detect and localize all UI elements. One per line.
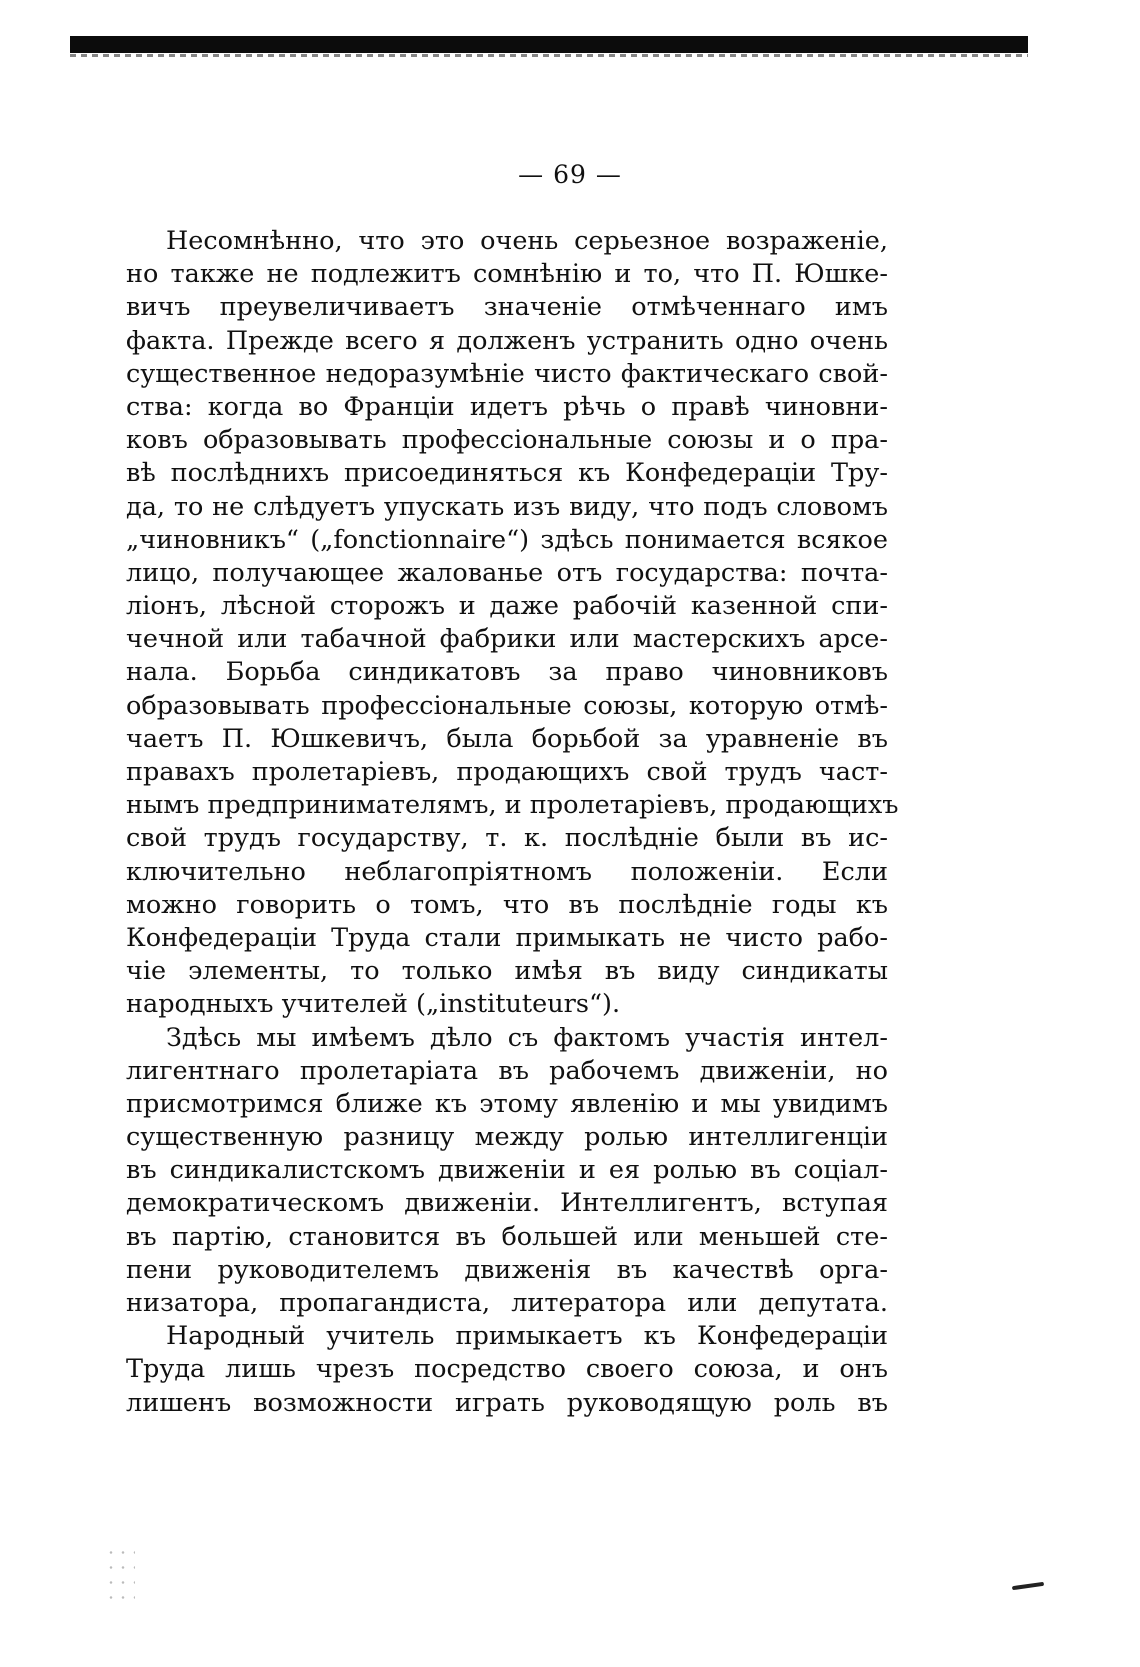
scan-top-border <box>70 36 1028 53</box>
text-line: въ партію, становится въ большей или меньшей сте- <box>126 1221 888 1252</box>
text-line: чаетъ П. Юшкевичъ, была борьбой за уравненіе въ <box>126 723 888 754</box>
text-line: свой трудъ государству, т. к. послѣдніе были въ ис- <box>126 823 888 854</box>
text-line: Здѣсь мы имѣемъ дѣло съ фактомъ участія интел- <box>166 1022 888 1053</box>
text-line: вичъ преувеличиваетъ значеніе отмѣченнаго имъ <box>126 292 888 323</box>
text-line: лишенъ возможности играть руководящую роль въ <box>126 1387 888 1418</box>
text-line: „чиновникъ“ („fonctionnaire“) здѣсь понимается всякое <box>126 524 888 555</box>
text-line: Конфедераціи Труда стали примыкать не чисто рабо- <box>126 922 888 953</box>
text-line: низатора, пропагандиста, литератора или депутата. <box>126 1288 888 1318</box>
text-line: лигентнаго пролетаріата въ рабочемъ движеніи, но <box>126 1055 888 1086</box>
text-line: да, то не слѣдуетъ упускать изъ виду, что подъ словомъ <box>126 491 888 522</box>
text-line: факта. Прежде всего я долженъ устранить одно очень <box>126 325 888 356</box>
text-line: лицо, получающее жалованье отъ государства: почта- <box>126 557 888 588</box>
page-number: — 69 — <box>518 160 622 189</box>
text-line: ства: когда во Франціи идетъ рѣчь о правѣ чиновни- <box>126 391 888 422</box>
text-line: ковъ образовывать профессіональные союзы и о пра- <box>126 425 888 456</box>
text-line: присмотримся ближе къ этому явленію и мы увидимъ <box>126 1088 888 1119</box>
text-line: пени руководителемъ движенія въ качествѣ орга- <box>126 1254 888 1285</box>
text-line: въ синдикалистскомъ движеніи и ея ролью въ соціал- <box>126 1155 888 1186</box>
text-line: существенную разницу между ролью интеллигенціи <box>126 1122 888 1153</box>
text-line: чечной или табачной фабрики или мастерскихъ арсе- <box>126 624 888 655</box>
text-line: Труда лишь чрезъ посредство своего союза, и онъ <box>126 1354 888 1385</box>
text-line: правахъ пролетаріевъ, продающихъ свой трудъ част- <box>126 757 888 787</box>
text-line: существенное недоразумѣніе чисто фактическаго свой- <box>126 358 888 389</box>
paragraph-3 <box>126 1320 888 1420</box>
scan-ink-mark <box>1012 1582 1044 1590</box>
text-line: Народный учитель примыкаетъ къ Конфедераціи <box>166 1321 888 1352</box>
text-line: можно говорить о томъ, что въ послѣдніе годы къ <box>126 889 888 920</box>
text-line: чіе элементы, то только имѣя въ виду синдикаты <box>126 956 888 987</box>
scan-speckles <box>105 1545 135 1605</box>
body-text <box>126 225 899 1420</box>
text-line: нымъ предпринимателямъ, и пролетаріевъ, продающихъ <box>126 790 899 821</box>
text-line: но также не подлежитъ сомнѣнію и то, что П. Юшке- <box>126 259 888 290</box>
text-line: образовывать профессіональные союзы, которую отмѣ- <box>126 690 888 721</box>
text-line: Несомнѣнно, что это очень серьезное возраженіе, <box>166 226 888 256</box>
paragraph-2 <box>126 1022 888 1321</box>
text-line: ліонъ, лѣсной сторожъ и даже рабочій казенной спи- <box>126 591 888 622</box>
text-line: вѣ послѣднихъ присоединяться къ Конфедераціи Тру- <box>126 458 888 489</box>
text-line: ключительно неблагопріятномъ положеніи. Если <box>126 856 888 887</box>
text-line: нала. Борьба синдикатовъ за право чиновниковъ <box>126 657 888 688</box>
paragraph-1 <box>126 225 899 1022</box>
text-line: демократическомъ движеніи. Интеллигентъ, вступая <box>126 1188 888 1219</box>
text-line: народныхъ учителей („instituteurs“). <box>126 989 621 1020</box>
